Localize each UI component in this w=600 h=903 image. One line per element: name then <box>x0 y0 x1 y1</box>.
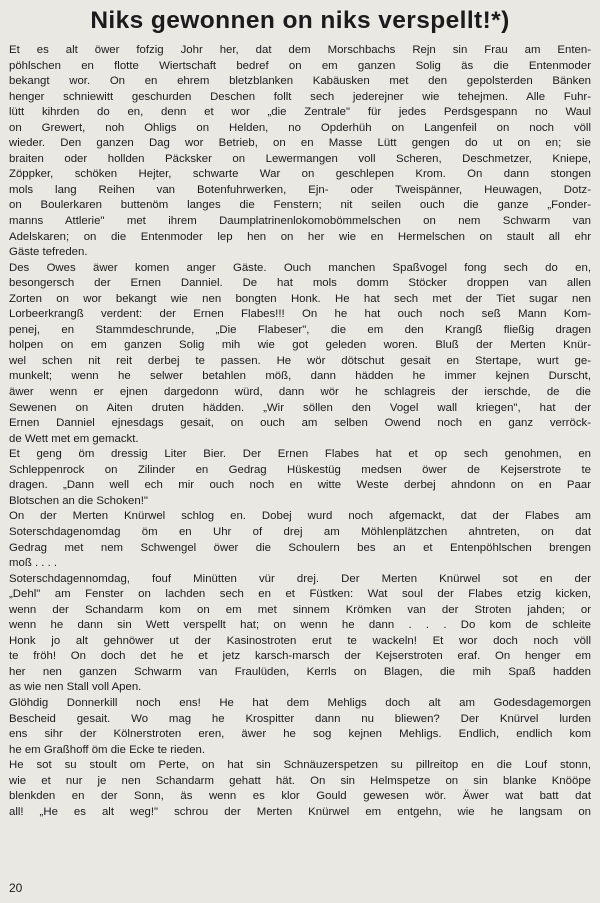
text-line: manns Attlerie" met ihrem Daumplatrinenlokomobömmelschen on nem Schwarm van <box>9 215 591 228</box>
text-line: wenn der Schandarm kom on em met sinnem Krömken van der Stroten jahden; or <box>9 603 591 616</box>
text-line: Glöhdig Donnerkill noch ens! He hat dem Mehligs doch alt am Godesdagemorgen <box>9 696 591 709</box>
text-line: holpen on em ganzen Solig mih wie got geleden woren. Bluß der Merten Knür- <box>9 339 591 352</box>
text-line: Adelskaren; on die Entenmoder lep hen on her wie en Hermelschen on stault all ehr <box>9 230 591 243</box>
text-line: wenn he dann sin Wett verspellt hat; on wenn he dann . . . Do kom de schleite <box>9 619 591 632</box>
text-line: on Grewert, noh Ohligs on Helden, no Opderhüh on Langenfeil on noch völl <box>9 121 591 134</box>
text-line: Honk jo alt gehnöwer ut der Kasinostroten erut te wackeln! Et wor doch noch völl <box>9 634 591 647</box>
text-line: Et es alt öwer fofzig Johr her, dat dem Morschbachs Rejn sin Frau am Enten- <box>9 44 591 56</box>
text-line: wieder. Den ganzen Dag wor Betrieb, on en Masse Lütt gengen do ut on en; sie <box>9 137 591 150</box>
text-line: „Dehl" am Fenster on lachden sech en et Füstken: Wat soul der Flabes etzig kicken, <box>9 588 591 601</box>
text-line: Zöppker, schöken Hejter, schwarte War on geschlepen Krom. On dann stongen <box>9 168 591 181</box>
text-line: Sewenen on Aiten druten hädden. „Wir söllen den Vogel wall kriegen", hat der <box>9 401 591 414</box>
text-line: Blotschen an die Schoken!" <box>9 494 148 507</box>
text-line: pöhlschen en flotte Wiertschaft bedref on em ganzen Solig äs die Entenmoder <box>9 59 591 72</box>
text-line: besongersch der Ernen Danniel. De hat mols domm Stöcker droppen van allen <box>9 277 591 290</box>
text-line: mols lang Reihen van Botenfuhrwerken, Ejn- oder Tweispänner, Heuwagen, Dotz- <box>9 183 591 196</box>
article-title: Niks gewonnen on niks verspellt!*) <box>90 7 510 34</box>
text-line: Des Owes äwer komen anger Gäste. Ouch manchen Spaßvogel fong sech do en, <box>9 261 591 274</box>
text-line: äwer wenn er ejnen dargedonn würd, dann wör he schlagreis der ierschde, de die <box>9 386 591 399</box>
text-line: on Boulerkaren buttenöm langes die Fenstern; nit seilen ouch die ganze „Fonder- <box>9 199 591 212</box>
text-line: He sot su stoult om Perte, on hat sin Schnäuzerspetzen su pillreitop en die Louf stonn, <box>9 759 591 772</box>
text-line: lütt kihrden do en, denn et wor „die Zentrale" für jedes Perdsgespann no Waul <box>9 106 591 119</box>
text-line: Soterschdagenomdag öm en Uhr of drej am Möhlenplätzchen ahntreten, on dat <box>9 525 591 538</box>
text-line: blenkden en der Sonn, äs wenn es klor Gould gewesen wör. Äwer wat batt dat <box>9 790 591 803</box>
text-line: Lorbeerkrangß verdent: der Ernen Flabes!!! On he hat ouch noch seß Mann Kom- <box>9 308 591 321</box>
page-number: 20 <box>9 881 23 895</box>
text-line: te fröh! On doch det he et jetz karsch-marsch der Kejserstroten eraf. On henger em <box>9 650 591 663</box>
text-line: munkelt; wenn he selwer betahlen möß, dann hädden he immer kejnen Durscht, <box>9 370 591 383</box>
text-line: Et geng öm dressig Liter Bier. Der Ernen Flabes hat et op sech genohmen, en <box>9 448 591 461</box>
text-line: braiten oder hollden Päcksker on Lewermangen voll Scheren, Deschmetzer, Kniepe, <box>9 152 591 165</box>
text-line: henger schniewitt geschurden Deschen follt sech jederejner wie tehejmen. Alle Fuhr- <box>9 90 591 103</box>
text-line: Bescheid gesait. Wo mag he Krospitter dann nu bliewen? Der Knürvel lurden <box>9 712 591 725</box>
text-line: all! „He es alt weg!" schrou der Merten Knürwel em entgehn, wie he langsam on <box>9 805 591 818</box>
text-line: On der Merten Knürwel schlog en. Dobej wurd noch afgemackt, dat der Flabes am <box>9 510 591 523</box>
text-line: her nen ganzen Schwarm van Fraulüden, Kerrls on Blagen, die mih Spaß hadden <box>9 665 591 678</box>
text-line: as wie nen Stall voll Apen. <box>9 681 142 694</box>
text-line: penej, en Stammdeschrunde, „Die Flabeser", die em den Krangß fließig dragen <box>9 323 591 336</box>
text-line: Gedrag met nem Schwengel öwer die Schoulern bes an et Entenpöhlschen brengen <box>9 541 591 554</box>
article-body <box>9 43 591 820</box>
text-line: bekangt wor. On en ehrem bletzblanken Kabäusken met den gepolsterden Bänken <box>9 75 591 88</box>
text-line: Ernen Danniel ejnesdags gesait, on ouch am selben Owend noch en ganz verröck- <box>9 417 591 430</box>
text-line: Gäste tefreden. <box>9 246 88 259</box>
text-line: he em Graßhoff öm die Ecke te rieden. <box>9 743 206 756</box>
text-line: de Wett met em gemackt. <box>9 432 139 445</box>
text-line: Soterschdagennomdag, fouf Minütten vür drej. Der Merten Knürwel sot en der <box>9 572 591 585</box>
text-line: ens sihr der Kölnerstroten eren, äwer he sog kejnen Mehligs. Endlich, endlich kom <box>9 728 591 741</box>
text-line: moß . . . . <box>9 557 58 570</box>
text-line: wel schen nit reit derbej te passen. He wör dötschut gesait en Stertape, wurt ge- <box>9 354 591 367</box>
text-line: Schleppenrock on Zilinder en Gedrag Hüskestüg medsen öwer de Kejserstrote te <box>9 463 591 476</box>
text-line: wie et nur je nen Schandarm gehatt hät. On sin Helmspetze on sin blanke Knööpe <box>9 774 591 787</box>
text-line: Zorten on wor bekangt wie nen bongten Honk. He hat sech met der Tiet sugar nen <box>9 292 591 305</box>
text-line: dragen. „Dann well ech mir ouch noch en witte Weste derbej ahndonn on en Paar <box>9 479 591 492</box>
